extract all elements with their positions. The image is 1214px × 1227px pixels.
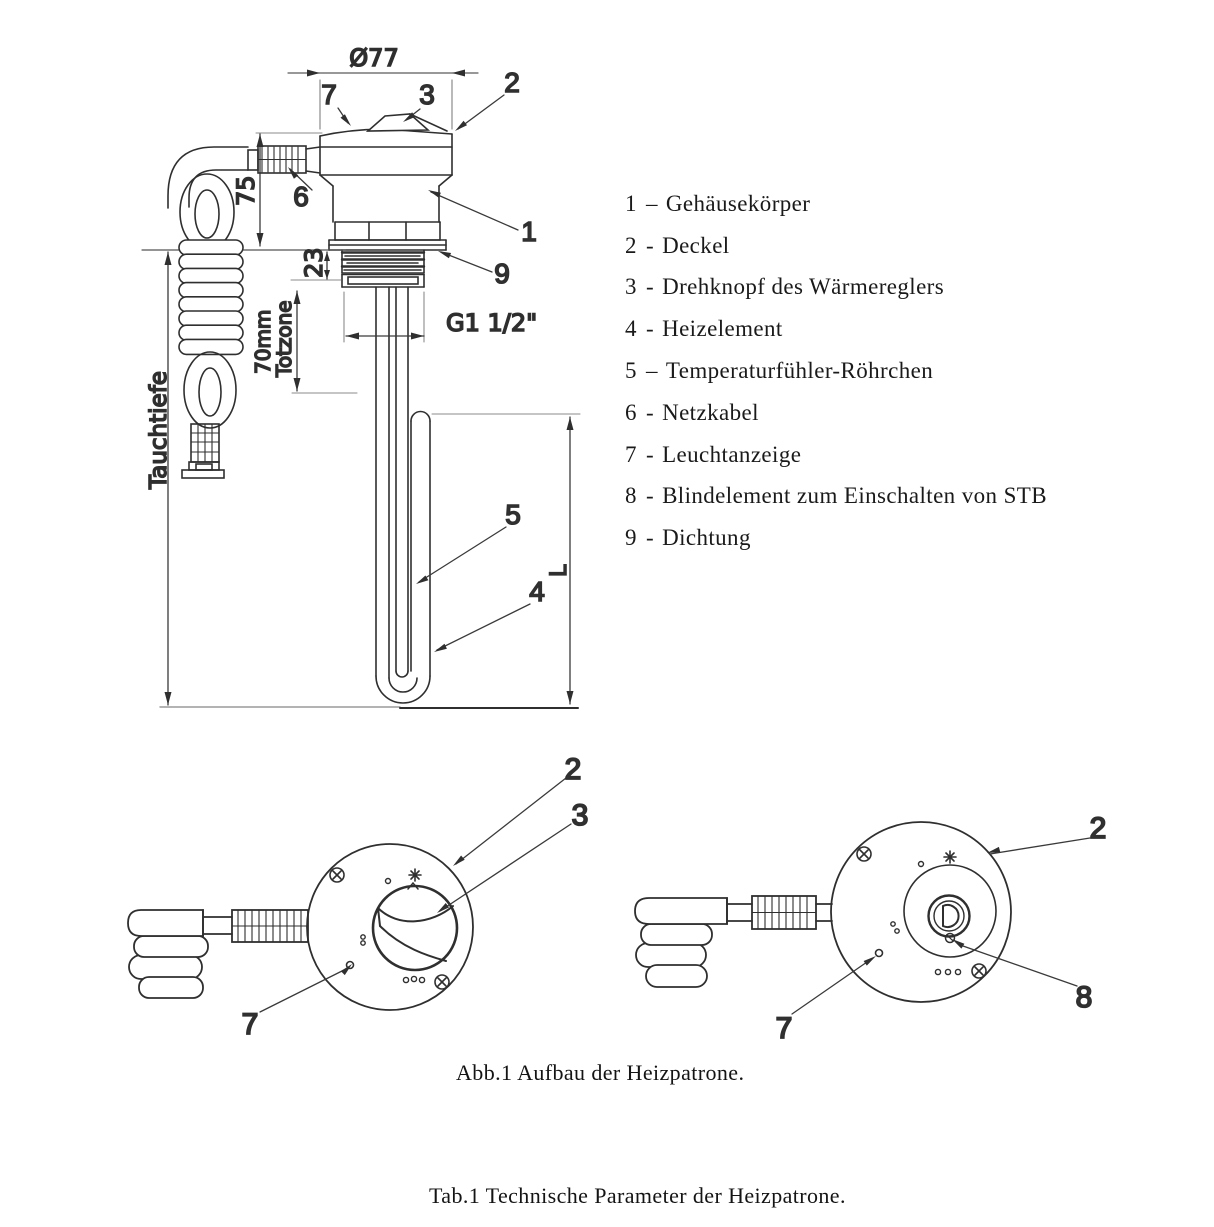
thread-section	[342, 250, 424, 287]
parts-legend	[625, 183, 1047, 559]
callout-right-2: 2	[1089, 812, 1107, 845]
dim-deadzone-label: Totzone	[272, 300, 296, 377]
cable-left-view	[128, 910, 308, 998]
legend-item-3: 3 - Drehknopf des Wärmereglers	[625, 274, 945, 300]
callout-right-8: 8	[1075, 981, 1093, 1014]
legend-num: 4	[625, 316, 637, 342]
heating-element	[376, 287, 430, 703]
legend-item-1: 1 – Gehäusekörper	[625, 190, 811, 216]
indicator-led	[876, 950, 883, 957]
legend-num: 1	[625, 190, 637, 216]
legend-label: Blindelement zum Einschalten von STB	[662, 483, 1047, 509]
bottom-view-right	[635, 812, 1106, 1045]
dim-23-label: 23	[300, 247, 328, 278]
leaders-right-view	[792, 838, 1090, 1014]
callout-1: 1	[521, 216, 537, 247]
legend-num: 3	[625, 274, 637, 300]
figure-caption: Abb.1 Aufbau der Heizpatrone.	[456, 1060, 745, 1085]
legend-item-4: 4 - Heizelement	[625, 316, 783, 342]
callout-6: 6	[293, 181, 309, 212]
dim-75-label: 75	[232, 175, 260, 206]
legend-num: 5	[625, 358, 637, 384]
regulator-shaft	[929, 896, 970, 943]
legend-item-9: 9 - Dichtung	[625, 525, 751, 551]
housing-body	[320, 114, 452, 250]
dim-deadzone-value: 70mm	[251, 309, 275, 374]
dimension-thread	[344, 292, 424, 342]
legend-num: 6	[625, 399, 637, 425]
legend-label: Deckel	[662, 232, 730, 258]
legend-num: 7	[625, 441, 637, 467]
callout-9: 9	[494, 258, 510, 289]
legend-item-6: 6 - Netzkabel	[625, 399, 759, 425]
screw-bottom-right	[435, 975, 449, 989]
legend-item-7: 7 - Leuchtanzeige	[625, 441, 802, 467]
dim-immersion-label: Tauchtiefe	[146, 371, 172, 489]
frost-symbol	[409, 869, 421, 881]
legend-label: Drehknopf des Wärmereglers	[662, 274, 945, 300]
screw-bottom-right	[972, 964, 986, 978]
main-view	[142, 44, 580, 708]
cable-end-connector	[182, 424, 224, 478]
dimension-deadzone	[292, 291, 357, 393]
knob	[373, 886, 457, 970]
legend-label: Netzkabel	[662, 399, 759, 425]
legend-label: Temperaturfühler-Röhrchen	[665, 358, 934, 384]
callout-7: 7	[321, 79, 337, 110]
legend-label: Leuchtanzeige	[662, 441, 802, 467]
callout-right-7: 7	[775, 1012, 793, 1045]
legend-num: 9	[625, 525, 637, 551]
callout-left-3: 3	[571, 799, 589, 832]
callout-5: 5	[505, 499, 521, 530]
cable-coil	[179, 240, 243, 354]
legend-item-8: 8 - Blindelement zum Einschalten von STB	[625, 483, 1047, 509]
table-caption: Tab.1 Technische Parameter der Heizpatrone.	[429, 1183, 846, 1208]
dim-length-label: L	[547, 564, 572, 577]
dim-diameter-label: Ø77	[349, 44, 399, 72]
legend-num: 8	[625, 483, 637, 509]
callout-2: 2	[504, 67, 520, 98]
legend-label: Gehäusekörper	[665, 190, 811, 216]
screw-top-left	[857, 847, 871, 861]
legend-item-5: 5 – Temperaturfühler-Röhrchen	[625, 358, 934, 384]
legend-label: Dichtung	[662, 525, 751, 551]
sensor-tube	[411, 412, 430, 677]
dim-thread-label: G1 1/2"	[446, 309, 538, 337]
callout-4: 4	[529, 576, 545, 607]
legend-label: Heizelement	[662, 316, 783, 342]
legend-item-2: 2 - Deckel	[625, 232, 730, 258]
callout-3: 3	[419, 79, 435, 110]
bottom-view-left	[128, 753, 588, 1041]
frost-symbol	[944, 851, 956, 863]
callout-left-7: 7	[241, 1008, 259, 1041]
screw-top-left	[330, 868, 344, 882]
legend-num: 2	[625, 232, 637, 258]
callout-left-2: 2	[564, 753, 582, 786]
cable-right-view	[635, 896, 832, 987]
